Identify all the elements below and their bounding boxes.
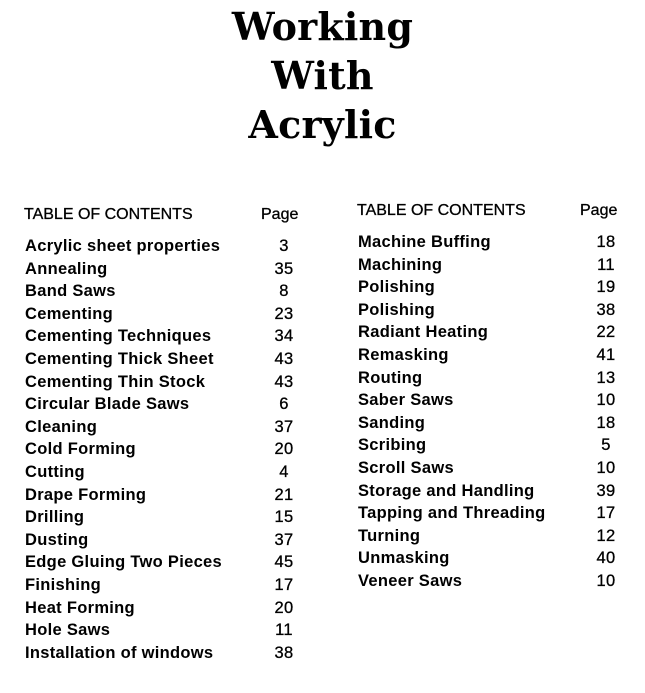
- toc-entry-page: 19: [596, 278, 616, 297]
- toc-entry-topic: Scribing: [358, 436, 427, 455]
- toc-entry: [357, 389, 627, 412]
- toc-entry-page: 45: [274, 553, 294, 572]
- toc-entry: [24, 529, 314, 552]
- toc-entry-page: 17: [596, 504, 616, 523]
- toc-entry-page: 20: [274, 440, 294, 459]
- toc-entry-page: 3: [279, 237, 289, 255]
- toc-entry-page: 18: [596, 233, 616, 251]
- toc-entry-page: 41: [596, 345, 616, 364]
- toc-entry-page: 17: [274, 575, 294, 594]
- toc-entry-topic: Drape Forming: [25, 485, 147, 504]
- toc-entry: [24, 438, 314, 461]
- page-heading: Page: [261, 206, 299, 223]
- toc-header-right: [357, 201, 627, 225]
- toc-entry-page: 37: [274, 417, 294, 436]
- toc-entry: [357, 480, 627, 503]
- toc-entry: [24, 461, 314, 484]
- toc-entry-topic: Acrylic sheet properties: [25, 237, 221, 255]
- toc-entry: [357, 254, 627, 277]
- toc-entry-page: 10: [596, 571, 616, 590]
- title-line-1: Working: [231, 4, 414, 49]
- toc-entry: [24, 619, 314, 642]
- toc-entry-topic: Installation of windows: [25, 643, 214, 662]
- toc-heading: TABLE OF CONTENTS: [357, 202, 526, 219]
- toc-entry-topic: Cementing Thick Sheet: [25, 349, 214, 368]
- toc-entry-page: 15: [274, 508, 294, 527]
- toc-entry: [357, 434, 627, 457]
- toc-entry-topic: Veneer Saws: [358, 571, 463, 590]
- toc-entry-page: 34: [274, 327, 294, 346]
- toc-entry: [24, 416, 314, 439]
- toc-entry: [357, 299, 627, 322]
- toc-entry-topic: Polishing: [358, 278, 435, 297]
- toc-entry: [24, 303, 314, 326]
- toc-entry: [24, 235, 314, 258]
- toc-entry: [357, 457, 627, 480]
- toc-entry-topic: Machining: [358, 255, 443, 274]
- page-heading: Page: [580, 202, 618, 219]
- toc-entry-page: 8: [279, 282, 289, 301]
- toc-entry: [24, 258, 314, 281]
- toc-entry: [24, 597, 314, 620]
- toc-entry-topic: Sanding: [358, 413, 426, 432]
- toc-entry-topic: Cutting: [25, 462, 85, 481]
- toc-entry-topic: Routing: [358, 368, 423, 387]
- toc-entry-page: 38: [274, 643, 294, 662]
- toc-entry-topic: Circular Blade Saws: [25, 395, 190, 414]
- toc-entry-page: 18: [596, 413, 616, 432]
- toc-entry: [24, 574, 314, 597]
- title-line-2: With: [271, 53, 374, 98]
- title-line-3: Acrylic: [248, 102, 397, 147]
- toc-entry-topic: Cementing: [25, 304, 113, 323]
- toc-entry-topic: Dusting: [25, 530, 89, 549]
- toc-entry: [24, 551, 314, 574]
- toc-entry-topic: Edge Gluing Two Pieces: [25, 553, 222, 572]
- toc-entry: [24, 642, 314, 665]
- toc-entry: [24, 348, 314, 371]
- toc-entry-topic: Cementing Thin Stock: [25, 372, 206, 391]
- toc-entry-page: 11: [597, 255, 615, 274]
- toc-entry-page: 11: [275, 621, 293, 640]
- toc-entry-topic: Cold Forming: [25, 440, 136, 459]
- toc-entry-page: 23: [274, 304, 294, 323]
- toc-entry: [24, 393, 314, 416]
- toc-entry: [357, 502, 627, 525]
- toc-entry: [357, 367, 627, 390]
- toc-entry-topic: Radiant Heating: [358, 323, 489, 342]
- toc-entry-page: 43: [274, 349, 294, 368]
- toc-entry-topic: Annealing: [25, 259, 108, 278]
- toc-entry-topic: Machine Buffing: [358, 233, 491, 251]
- toc-entry: [357, 231, 627, 254]
- toc-entry-topic: Hole Saws: [25, 621, 111, 640]
- toc-entry-page: 37: [274, 530, 294, 549]
- toc-entry-page: 10: [596, 458, 616, 477]
- toc-entry-topic: Unmasking: [358, 549, 450, 568]
- toc-entry-page: 21: [274, 485, 294, 504]
- toc-entry-topic: Finishing: [25, 575, 102, 594]
- toc-entry-page: 22: [596, 323, 616, 342]
- toc-entry: [24, 371, 314, 394]
- toc-entry-topic: Tapping and Threading: [358, 504, 546, 523]
- toc-entry-topic: Storage and Handling: [358, 481, 535, 500]
- toc-entry-topic: Heat Forming: [25, 598, 135, 617]
- toc-entries-right: [357, 231, 627, 593]
- toc-entry-page: 43: [274, 372, 294, 391]
- toc-entry: [357, 412, 627, 435]
- toc-entry-topic: Drilling: [25, 508, 85, 527]
- toc-entry: [357, 344, 627, 367]
- toc-column-left: [24, 205, 314, 664]
- toc-entry-page: 40: [596, 549, 616, 568]
- toc-entry-topic: Scroll Saws: [358, 458, 454, 477]
- toc-entry-page: 39: [596, 481, 616, 500]
- toc-entry-topic: Cleaning: [25, 417, 98, 436]
- document-title: [0, 2, 645, 149]
- toc-entry: [24, 280, 314, 303]
- toc-entry: [357, 321, 627, 344]
- toc-header-left: [24, 205, 314, 229]
- toc-entry-page: 6: [279, 395, 289, 414]
- toc-entry: [357, 547, 627, 570]
- toc-entry: [24, 484, 314, 507]
- toc-entry: [24, 325, 314, 348]
- toc-entries-left: [24, 235, 314, 664]
- toc-entry-page: 13: [596, 368, 616, 387]
- toc-entry-page: 12: [596, 526, 616, 545]
- toc-entry-topic: Remasking: [358, 345, 449, 364]
- toc-entry-topic: Band Saws: [25, 282, 116, 301]
- toc-entry-page: 38: [596, 300, 616, 319]
- toc-entry-topic: Cementing Techniques: [25, 327, 212, 346]
- toc-entry-page: 10: [596, 391, 616, 410]
- toc-entry-topic: Saber Saws: [358, 391, 454, 410]
- toc-entry-topic: Polishing: [358, 300, 435, 319]
- toc-entry-page: 20: [274, 598, 294, 617]
- toc-entry: [357, 570, 627, 593]
- toc-entry-page: 4: [279, 462, 289, 481]
- toc-column-right: [357, 201, 627, 593]
- toc-entry: [357, 525, 627, 548]
- toc-heading: TABLE OF CONTENTS: [24, 206, 193, 223]
- toc-entry: [357, 276, 627, 299]
- toc-entry: [24, 506, 314, 529]
- toc-entry-page: 35: [274, 259, 294, 278]
- toc-entry-topic: Turning: [358, 526, 421, 545]
- toc-entry-page: 5: [601, 436, 611, 455]
